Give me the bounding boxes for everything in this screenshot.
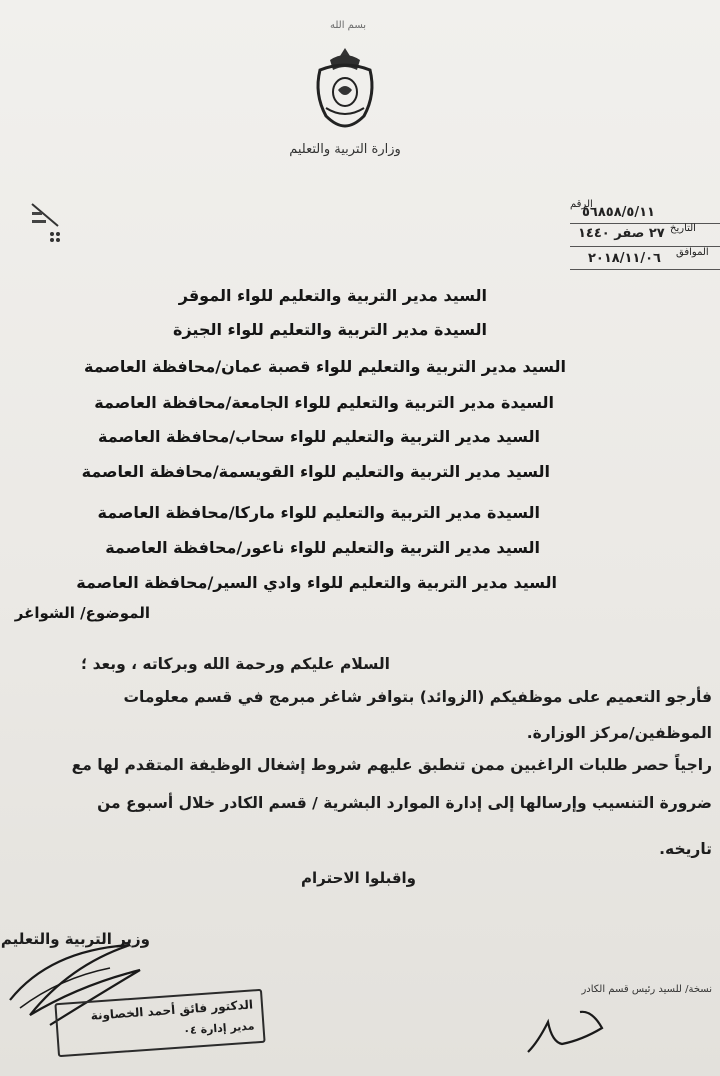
copy-note: نسخة/ للسيد رئيس قسم الكادر: [581, 984, 712, 995]
recipient-line: السيدة مدير التربية والتعليم للواء الجامعة/محافظة العاصمة: [94, 393, 554, 412]
subject-line: الموضوع/ الشواغر: [14, 604, 150, 622]
coat-of-arms-emblem: [312, 44, 378, 128]
recipient-line: السيد مدير التربية والتعليم للواء سحاب/محافظة العاصمة: [98, 427, 540, 446]
ref-date-gregorian-value: ٢٠١٨/١١/٠٦: [588, 251, 661, 266]
recipient-line: السيدة مدير التربية والتعليم للواء الجيزة: [173, 320, 487, 339]
recipient-line: السيد مدير التربية والتعليم للواء ناعور/محافظة العاصمة: [105, 538, 540, 557]
ref-number-value: ٥٦٨٥٨/٥/١١: [582, 205, 655, 220]
closing-line: واقبلوا الاحترام: [300, 869, 416, 887]
recipient-line: السيد مدير التربية والتعليم للواء القويسمة/محافظة العاصمة: [81, 462, 550, 481]
ref-date-hijri-label: التاريخ: [670, 223, 696, 234]
stamp-title: مدير إدارة ٠٤: [182, 1019, 255, 1038]
ref-date-hijri-value: ٢٧ صفر ١٤٤٠: [578, 226, 665, 241]
top-mark: بسم الله: [330, 20, 367, 31]
ref-date-gregorian-label: الموافق: [676, 247, 709, 258]
recipient-line: السيدة مدير التربية والتعليم للواء ماركا/محافظة العاصمة: [97, 503, 540, 522]
recipient-line: السيد مدير التربية والتعليم للواء وادي السير/محافظة العاصمة: [76, 573, 557, 592]
recipient-line: السيد مدير التربية والتعليم للواء قصبة عمان/محافظة العاصمة: [84, 357, 566, 376]
ministry-name: وزارة التربية والتعليم: [289, 142, 401, 157]
body-line: ضرورة التنسيب وإرسالها إلى إدارة الموارد البشرية / قسم الكادر خلال أسبوع من: [97, 794, 712, 812]
ref-number-label: الرقم: [570, 199, 593, 210]
side-emblem-logo: [28, 200, 62, 248]
greeting-line: السلام عليكم ورحمة الله وبركاته ، وبعد ؛: [81, 655, 390, 673]
body-line: راجياً حصر طلبات الراغبين ممن تنطبق عليهم شروط إشغال الوظيفة المتقدم لها مع: [71, 756, 712, 774]
body-line: تاريخه.: [659, 840, 712, 858]
handwritten-initial-signature: [520, 990, 630, 1060]
body-line: فأرجو التعميم على موظفيكم (الزوائد) بتوافر شاغر مبرمج في قسم معلومات: [123, 688, 712, 706]
body-line: الموظفين/مركز الوزارة.: [526, 724, 712, 742]
signatory-title: وزير التربية والتعليم: [0, 930, 150, 948]
stamp-name: الدكتور فائق أحمد الخصاونة: [90, 997, 254, 1023]
recipient-line: السيد مدير التربية والتعليم للواء الموقر: [178, 286, 487, 305]
